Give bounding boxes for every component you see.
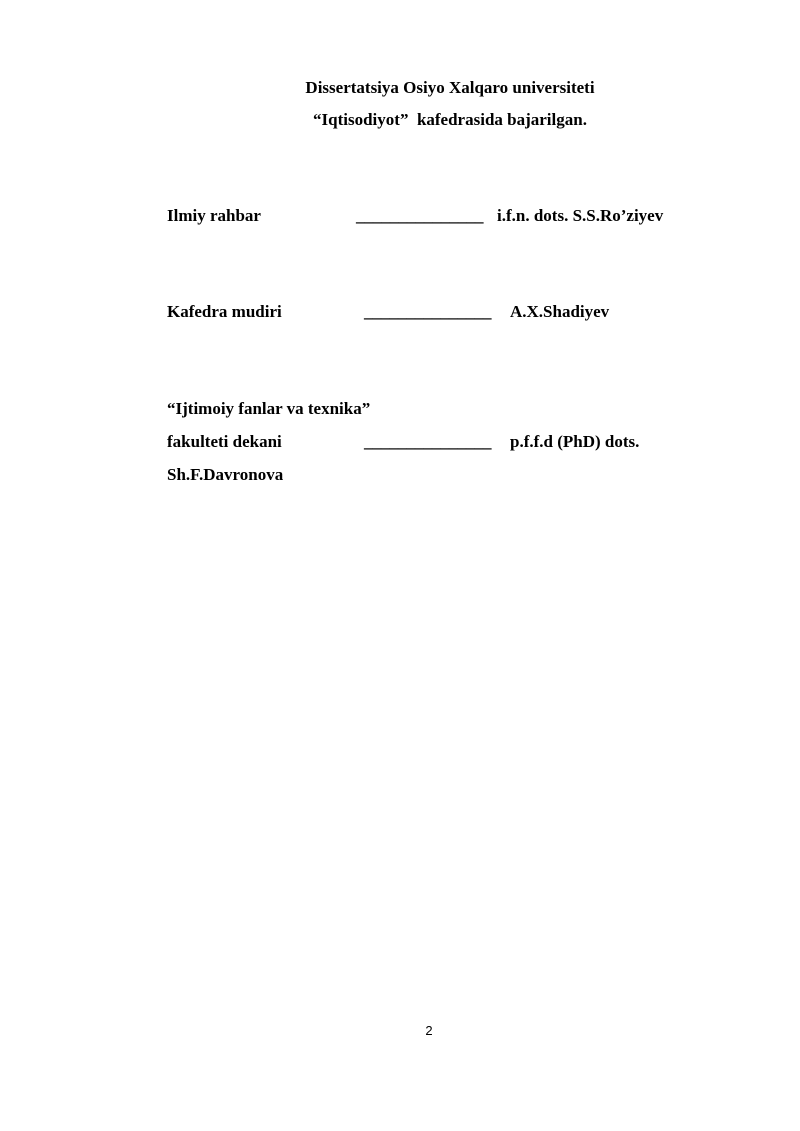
signature-line: _______________ xyxy=(356,206,484,225)
signature-label: Kafedra mudiri xyxy=(167,302,282,321)
signature-line: _______________ xyxy=(364,432,492,451)
signature-label-faculty: “Ijtimoiy fanlar va texnika” xyxy=(167,399,371,418)
signatory-title: p.f.f.d (PhD) dots. xyxy=(510,432,640,451)
signature-label-position: fakulteti dekani xyxy=(167,432,282,451)
signature-label: Ilmiy rahbar xyxy=(167,206,261,225)
header-line-university: Dissertatsiya Osiyo Xalqaro universiteti xyxy=(305,78,595,97)
signatory-name: i.f.n. dots. S.S.Ro’ziyev xyxy=(497,206,664,225)
header-line-department: “Iqtisodiyot” kafedrasida bajarilgan. xyxy=(313,110,587,129)
signatory-name: Sh.F.Davronova xyxy=(167,465,284,484)
signatory-name: A.X.Shadiyev xyxy=(510,302,610,321)
signature-line: _______________ xyxy=(364,302,492,321)
page-number: 2 xyxy=(425,1023,433,1038)
